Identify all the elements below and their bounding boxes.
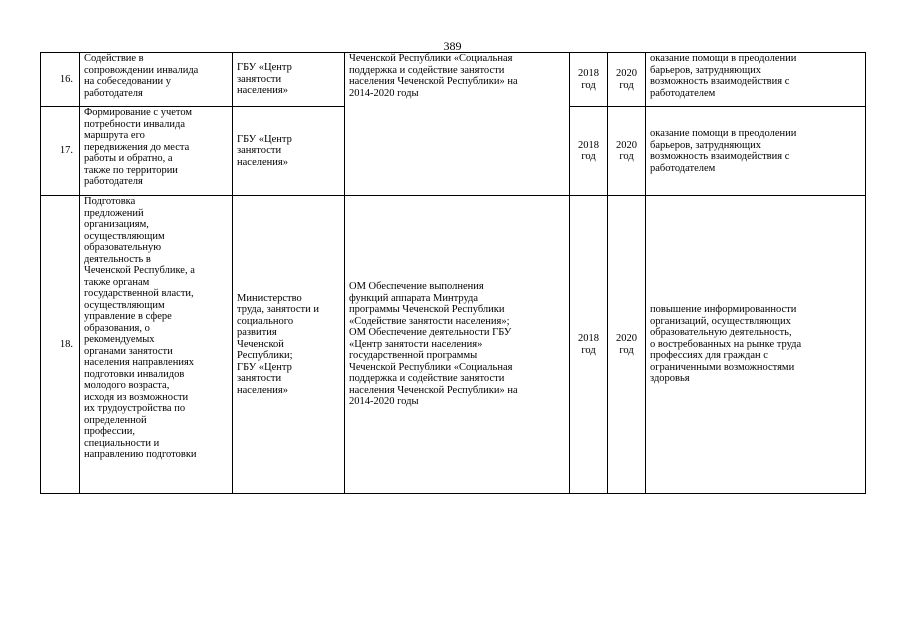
end-year-cell: 2020 год: [608, 53, 646, 107]
funding-cell: ОМ Обеспечение выполнения функций аппарата Минтруда программы Чеченской Республики «Содействие занятости населения»; ОМ Обеспечение деятельности ГБУ «Центр занятости населения» государственной программы Чеченской Республики «Социальная поддержка и содействие занятости населения Чеченской Республики» на 2014-2020 годы: [345, 196, 570, 494]
row-number: 17.: [41, 107, 80, 196]
executor-cell: Министерство труда, занятости и социального развития Чеченской Республики; ГБУ «Центр занятости населения»: [233, 196, 345, 494]
result-cell: оказание помощи в преодолении барьеров, затрудняющих возможность взаимодействия с работодателем: [646, 107, 866, 196]
end-year-cell: 2020 год: [608, 196, 646, 494]
executor-cell: ГБУ «Центр занятости населения»: [233, 107, 345, 196]
result-cell: оказание помощи в преодолении барьеров, затрудняющих возможность взаимодействия с работодателем: [646, 53, 866, 107]
action-cell: Подготовка предложений организациям, осуществляющим образовательную деятельность в Чеченской Республике, а также органам государственной власти, осуществляющим управление в сфере образования, о рекомендуемых органами занятости населения направлениях подготовки инвалидов молодого возраста, исходя из возможности их трудоустройства по определенной профессии, специальности и направлению подготовки: [80, 196, 233, 494]
page-number: 389: [443, 39, 462, 53]
start-year-cell: 2018 год: [570, 53, 608, 107]
funding-cell: Чеченской Республики «Социальная поддержка и содействие занятости населения Чеченской Республики» на 2014-2020 годы: [345, 53, 570, 196]
result-cell: повышение информированности организаций, осуществляющих образовательную деятельность, о востребованных на рынке труда профессиях для граждан с ограниченными возможностями здоровья: [646, 196, 866, 494]
action-cell: Содействие в сопровождении инвалида на собеседовании у работодателя: [80, 53, 233, 107]
measures-table: [40, 52, 866, 494]
action-cell: Формирование с учетом потребности инвалида маршрута его передвижения до места работы и обратно, а также по территории работодателя: [80, 107, 233, 196]
end-year-cell: 2020 год: [608, 107, 646, 196]
executor-cell: ГБУ «Центр занятости населения»: [233, 53, 345, 107]
table-row: [41, 196, 866, 494]
start-year-cell: 2018 год: [570, 107, 608, 196]
table-row: [41, 53, 866, 107]
row-number: 16.: [41, 53, 80, 107]
row-number: 18.: [41, 196, 80, 494]
start-year-cell: 2018 год: [570, 196, 608, 494]
